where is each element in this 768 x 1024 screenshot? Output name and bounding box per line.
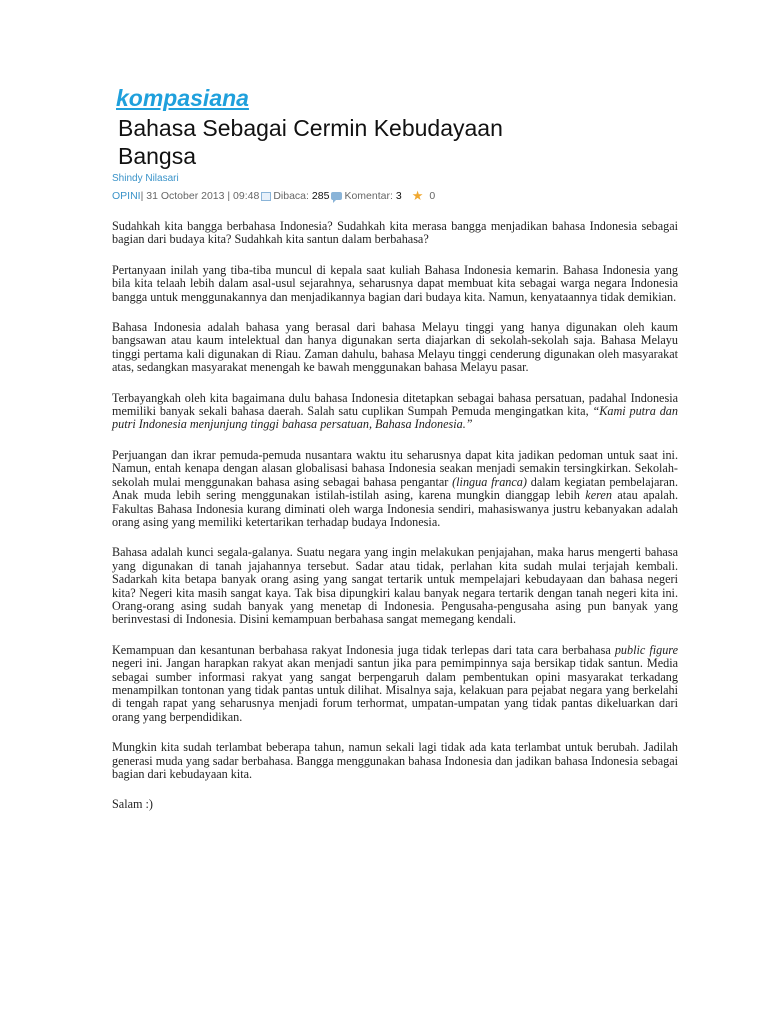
sumpah-pemuda-quote: “Kami putra dan putri Indonesia menjunjung tinggi bahasa persatuan, Bahasa Indonesia.” — [112, 404, 678, 432]
views-label: Dibaca: — [273, 190, 309, 202]
comments-label[interactable]: Komentar: — [344, 190, 393, 202]
paragraph: Mungkin kita sudah terlambat beberapa tahun, namun sekali lagi tidak ada kata terlambat untuk berubah. Jadilah generasi muda yang sadar berbahasa. Bangga menggunakan bahasa Indonesia dan jadikan bahasa Indonesia sebagai bagian dari kebudayaan kita. — [112, 740, 678, 781]
site-logo[interactable]: kompasiana — [116, 85, 249, 111]
paragraph: Sudahkah kita bangga berbahasa Indonesia? Sudahkah kita merasa bangga menjadikan bahasa Indonesia sebagai bagian dari budaya kita? Sudahkah kita santun dalam berbahasa? — [112, 219, 678, 247]
date-time: | 31 October 2013 | 09:48 — [140, 190, 260, 202]
star-icon[interactable]: ★ — [411, 188, 424, 203]
paragraph: Perjuangan dan ikrar pemuda-pemuda nusantara waktu itu seharusnya dapat kita jadikan pedoman untuk saat ini. Namun, entah kenapa dengan alasan globalisasi bahasa Indonesia seakan menjadi semakin tersingkirkan. Sekolah-sekolah mulai menggunakan bahasa asing sebagai bahasa pengantar (lingua franca) dalam kegiatan pembelajaran. Anak muda lebih sering menggunakan istilah-istilah asing, karena mungkin dianggap lebih keren atau apalah. Fakultas Bahasa Indonesia kurang diminati oleh warga Indonesia sendiri, mahasiswanya justru kebanyakan adalah orang asing yang memiliki ketertarikan terhadap budaya Indonesia. — [112, 447, 679, 529]
article-meta — [112, 189, 678, 203]
paragraph: Bahasa Indonesia adalah bahasa yang berasal dari bahasa Melayu tinggi yang hanya digunakan oleh kaum bangsawan atau kaum intelektual dan hanya digunakan serta diajarkan di sekolah-sekolah saja. Bahasa Melayu tinggi pertama kali digunakan di Riau. Zaman dahulu, bahasa Melayu tinggi cenderung digunakan oleh masyarakat atas, sedangkan masyarakat menengah ke bawah menggunakan bahasa Melayu pasar. — [112, 320, 678, 375]
paragraph: Bahasa adalah kunci segala-galanya. Suatu negara yang ingin melakukan penjajahan, maka harus mengerti bahasa yang digunakan di tanah jajahannya tersebut. Sadar atau tidak, perlahan kita sudah mulai terjajah kembali. Sadarkah kita betapa banyak orang asing yang sangat tertarik untuk mempelajari kebudayaan dan bahasa negeri kita? Negeri kita masih sangat kaya. Tak bisa dipungkiri kalau banyak negara tertarik dengan tanah negeri kita ini. Orang-orang asing sudah banyak yang menetap di Indonesia. Pengusaha-pengusaha asing pun banyak yang berinvestasi di Indonesia. Disini kemampuan berbahasa sangat memegang kendali. — [112, 545, 678, 627]
category-link[interactable]: OPINI — [112, 190, 141, 202]
comment-bubble-icon — [331, 192, 342, 200]
article-body — [112, 220, 678, 812]
paragraph: Terbayangkah oleh kita bagaimana dulu bahasa Indonesia ditetapkan sebagai bahasa persatuan, padahal Indonesia memiliki banyak sekali bahasa daerah. Salah satu cuplikan Sumpah Pemuda mengingatkan kita, “Kami putra dan putri Indonesia menjunjung tinggi bahasa persatuan, Bahasa Indonesia.” — [112, 390, 678, 432]
paragraph: Pertanyaan inilah yang tiba-tiba muncul di kepala saat kuliah Bahasa Indonesia kemarin. Bahasa Indonesia yang bila kita telaah lebih dalam asal-usul sejarahnya, seharusnya dapat membuat kita sebagai warga negara Indonesia bangga untuk menggunakannya dan menjadikannya bagian dari budaya kita. Namun, kenyataannya tidak demikian. — [112, 262, 678, 304]
author-name[interactable]: Shindy Nilasari — [112, 173, 179, 184]
comments-count: 3 — [395, 190, 402, 202]
closing-greeting: Salam :) — [112, 797, 153, 812]
views-count: 285 — [311, 190, 330, 202]
paragraph: Kemampuan dan kesantunan berbahasa rakyat Indonesia juga tidak terlepas dari tata cara berbahasa public figure negeri ini. Jangan harapkan rakyat akan menjadi santun jika para pemimpinnya saja bersikap tidak santun. Media sebagai sumber informasi rakyat yang sangat berpengaruh dalam pembentukan opini masyarakat terkadang menampilkan tontonan yang tidak pantas untuk dilihat. Misalnya saja, kelakuan para pejabat negara yang berkelahi di tengah rapat yang seharusnya menjadi forum terhormat, umpatan-umpatan yang tidak pantas dikeluarkan dari orang yang berpendidikan. — [112, 642, 678, 724]
article-title: Bahasa Sebagai Cermin Kebudayaan Bangsa — [118, 115, 503, 169]
article-page — [112, 84, 678, 829]
rating-count: 0 — [429, 190, 436, 202]
document-icon — [261, 192, 271, 201]
